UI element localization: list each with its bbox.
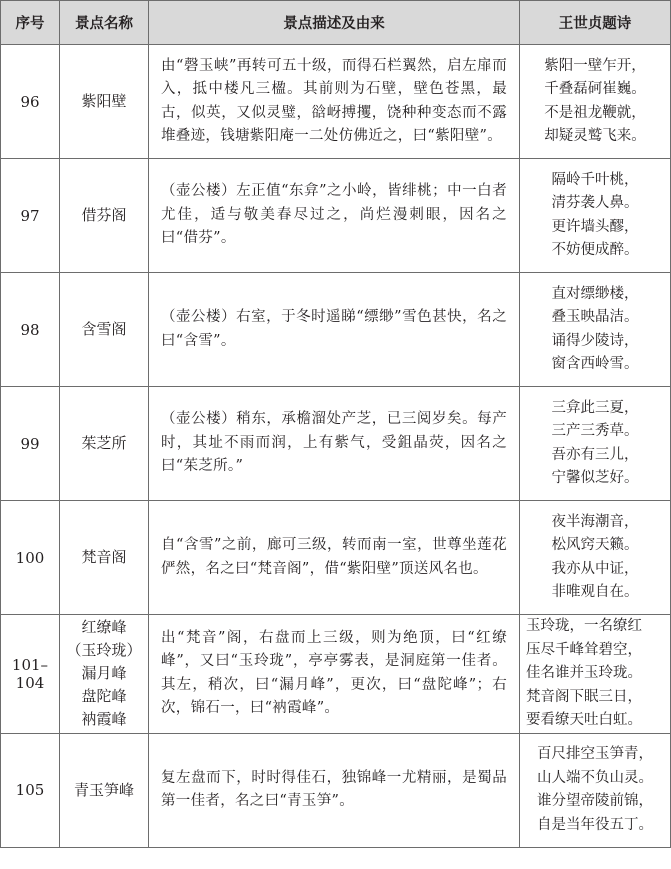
spot-description: 出“梵音”阁，右盘而上三级，则为绝顶，曰“红缭峰”，又曰“玉玲珑”，亭亭雾表，是洞庭第一佳者。其左，稍次，曰“漏月峰”，更次，曰“盘陀峰”；右次，锦石一，曰“衲霞峰”。 — [149, 615, 520, 734]
row-number: 101–104 — [1, 615, 60, 734]
poem-line: 不是祖龙鞭就， — [544, 104, 646, 121]
spot-name-line: 梵音阁 — [81, 548, 127, 566]
spot-name-line: 紫阳壁 — [81, 92, 127, 110]
header-row — [1, 1, 671, 45]
spot-description: 复左盘而下，时时得佳石，独锦峰一尤精丽，是蜀品第一佳者，名之曰“青玉笋”。 — [149, 733, 520, 847]
row-number: 98 — [1, 273, 60, 387]
spot-name-line: 含雪阁 — [81, 320, 127, 338]
poem-line: 非唯观自在。 — [551, 584, 639, 600]
spot-name — [60, 45, 149, 159]
poem-line: 谁分望帝陵前锦， — [537, 793, 653, 809]
poem-line: 清芬袭人鼻。 — [551, 195, 639, 211]
poem — [520, 387, 671, 501]
spot-description: （壶公楼）稍东，承檐溜处产芝，已三阅岁矣。每产时，其址不雨而润，上有紫气，受鉏晶荧，因名之曰“茱芝所。” — [149, 387, 520, 501]
spot-name-line: 盘陀峰 — [81, 687, 127, 706]
row-number: 99 — [1, 387, 60, 501]
table-row — [1, 501, 671, 615]
poem-line: 千叠磊砢崔巍。 — [544, 81, 646, 97]
row-number: 105 — [1, 733, 60, 847]
poem — [520, 615, 671, 734]
poem-line: 佳名谁并玉玲珑。 — [526, 665, 642, 681]
row-number: 97 — [1, 159, 60, 273]
table-row — [1, 159, 671, 273]
poem-line: 我亦从中证， — [551, 560, 639, 577]
poem-line: 百尺排空玉笋青， — [537, 746, 653, 762]
spot-name — [60, 387, 149, 501]
poem-line: 三弇此三夏， — [551, 399, 639, 416]
spot-name-line: 青玉笋峰 — [73, 780, 134, 799]
poem-line: 直对缥缈楼， — [551, 285, 639, 302]
poem-line: 紫阳一壁乍开， — [544, 57, 646, 74]
spot-name — [60, 733, 149, 847]
poem — [520, 45, 671, 159]
table-row — [1, 615, 671, 734]
poem-line: 玉玲珑，一名缭红 — [526, 618, 642, 634]
poem-line: 压尽千峰耸碧空， — [526, 641, 642, 658]
poem-line: 松风窍天籁。 — [551, 537, 639, 553]
poem-line: 要看缭天吐白虹。 — [526, 712, 642, 728]
spot-description: （壶公楼）左正值“东弇”之小岭，皆绯桃；中一白者尤佳，适与敬美春尽过之，尚烂漫刺眼，因名之曰“借芬”。 — [149, 159, 520, 273]
poem-line: 隔岭千叶桃， — [551, 171, 639, 188]
table-row — [1, 45, 671, 159]
poem — [520, 733, 671, 847]
spot-name-line: 茱芝所 — [81, 434, 127, 452]
poem-line: 却疑灵鹫飞来。 — [544, 128, 646, 144]
table-row — [1, 387, 671, 501]
poem-line: 窗含西岭雪。 — [551, 356, 639, 372]
poem-line: 山人端不负山灵。 — [537, 769, 653, 786]
poem-line: 夜半海潮音， — [551, 513, 639, 530]
table-row — [1, 733, 671, 847]
row-number: 96 — [1, 45, 60, 159]
poem-line: 更许墙头醪， — [551, 218, 639, 235]
poem-line: 吾亦有三儿， — [551, 446, 639, 463]
header-poem: 王世贞题诗 — [520, 1, 671, 45]
poem-line: 三产三秀草。 — [551, 423, 639, 439]
spot-name-line: 借芬阁 — [81, 206, 127, 224]
poem — [520, 273, 671, 387]
poem-line: 自是当年役五丁。 — [537, 816, 653, 833]
spot-name-line: 漏月峰 — [81, 664, 127, 683]
spot-name-line: 红缭峰 — [81, 618, 127, 637]
poem — [520, 159, 671, 273]
spot-description: （壶公楼）右室，于冬时遥睇“缥缈”雪色甚快，名之曰“含雪”。 — [149, 273, 520, 387]
poem-line: 梵音阁下眠三日， — [526, 688, 642, 705]
spot-name-line: （玉玲珑） — [66, 641, 142, 660]
header-number: 序号 — [1, 1, 60, 45]
spot-description: 由“磬玉峡”再转可五十级，而得石栏翼然，启左扉而入，抵中楼凡三楹。其前则为石壁，壁色苍黑，最古，似英，又似灵璧，谽岈搏攫，饶种种变态而不露堆叠迹，钱塘紫阳庵一二处仿佛近之，曰“紫阳壁”。 — [149, 45, 520, 159]
row-number: 100 — [1, 501, 60, 615]
poem — [520, 501, 671, 615]
poem-line: 不妨便成醉。 — [551, 242, 639, 258]
spot-name — [60, 501, 149, 615]
poem-line: 叠玉映晶洁。 — [551, 309, 639, 325]
spot-name — [60, 615, 149, 734]
poem-line: 诵得少陵诗， — [551, 332, 639, 349]
spot-name-line: 衲霞峰 — [81, 710, 127, 729]
header-description: 景点描述及由来 — [149, 1, 520, 45]
spot-name — [60, 273, 149, 387]
spot-name — [60, 159, 149, 273]
header-spot-name: 景点名称 — [60, 1, 149, 45]
spot-description: 自“含雪”之前，廊可三级，转而南一室，世尊坐莲花俨然，名之曰“梵音阁”，借“紫阳壁”顶送风名也。 — [149, 501, 520, 615]
poem-line: 宁馨似芝好。 — [551, 470, 639, 486]
table-row — [1, 273, 671, 387]
